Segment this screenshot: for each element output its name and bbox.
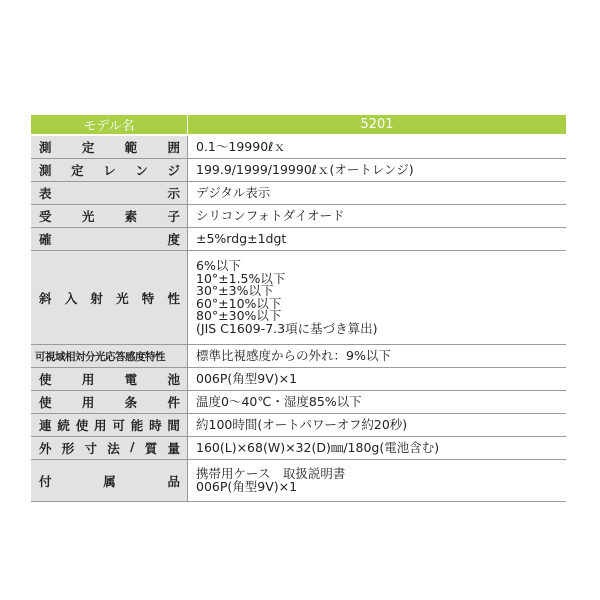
spec-value xyxy=(188,414,567,437)
model-value: 5201 xyxy=(188,115,567,135)
label-char: 寸 xyxy=(84,441,97,456)
label-char: 性 xyxy=(167,290,180,306)
label-char: ジ xyxy=(167,163,180,178)
spec-value-line: 199.9/1999/19990ℓｘ(オートレンジ) xyxy=(196,161,414,177)
spec-row xyxy=(31,135,566,159)
label-char: 電 xyxy=(124,372,138,387)
spec-label-text xyxy=(39,472,180,490)
spec-value-line: ±5%rdg±1dgt xyxy=(196,230,287,246)
spec-label xyxy=(31,205,188,228)
label-char: 使 xyxy=(75,418,89,433)
label-char: 形 xyxy=(61,441,75,456)
label-char: 素 xyxy=(124,209,138,224)
spec-value-line: 006P(角型9V)×1 xyxy=(196,370,298,386)
label-char: 光 xyxy=(116,290,129,306)
spec-row xyxy=(31,345,566,368)
spec-label xyxy=(31,460,188,502)
label-char: 子 xyxy=(167,209,180,224)
spec-row xyxy=(31,182,566,205)
label-char: 示 xyxy=(167,186,180,201)
spec-value-line: デジタル表示 xyxy=(196,184,271,200)
label-char: 定 xyxy=(71,163,84,178)
spec-value-line: 6%以下 xyxy=(196,258,241,273)
spec-value xyxy=(188,251,567,345)
spec-value-line: 標準比視感度からの外れ：9%以下 xyxy=(196,347,391,363)
label-char: 光 xyxy=(81,209,95,224)
spec-row xyxy=(31,251,566,345)
spec-value xyxy=(188,182,567,205)
spec-value xyxy=(188,368,567,391)
spec-label xyxy=(31,159,188,182)
spec-row xyxy=(31,414,566,437)
label-char: 範 xyxy=(124,140,138,155)
spec-label-text xyxy=(39,207,180,225)
label-char: レ xyxy=(103,163,116,178)
model-label: モデル名 xyxy=(31,115,188,135)
label-char: 時 xyxy=(149,418,162,433)
label-char: 囲 xyxy=(167,140,180,155)
spec-row xyxy=(31,391,566,414)
label-char: 外 xyxy=(39,441,52,456)
label-char: 定 xyxy=(81,140,95,155)
label-char: 質 xyxy=(144,441,158,456)
label-char: 属 xyxy=(103,473,116,489)
spec-body xyxy=(31,135,566,502)
spec-value xyxy=(188,228,567,251)
spec-label-text xyxy=(39,161,180,179)
label-char: / xyxy=(129,439,135,454)
spec-label xyxy=(31,437,188,460)
label-char: 表 xyxy=(39,186,52,201)
label-char: 間 xyxy=(167,418,180,433)
spec-row xyxy=(31,437,566,460)
label-char: 斜 xyxy=(39,290,52,306)
spec-value-line: 80°±30%以下 xyxy=(196,308,282,323)
spec-label-text: 可視域相対分光応答感度特性 xyxy=(35,350,165,363)
spec-label-text xyxy=(39,138,180,156)
spec-label-text xyxy=(39,184,180,202)
spec-label-text xyxy=(39,289,180,307)
label-char: 用 xyxy=(94,418,107,433)
spec-value xyxy=(188,391,567,414)
spec-value-line: 0.1～19990ℓｘ xyxy=(196,138,286,154)
spec-value-line: 温度0～40℃・湿度85%以下 xyxy=(196,393,362,409)
spec-label-text xyxy=(39,230,180,248)
label-char: 品 xyxy=(167,473,180,489)
spec-label xyxy=(31,251,188,345)
spec-label-text xyxy=(39,393,180,411)
spec-row xyxy=(31,205,566,228)
spec-label xyxy=(31,345,188,368)
label-char: 連 xyxy=(39,418,52,433)
label-char: 使 xyxy=(39,395,52,410)
spec-label xyxy=(31,228,188,251)
spec-label-text xyxy=(39,416,180,434)
spec-value-line: 160(L)×68(W)×32(D)㎜/180g(電池含む) xyxy=(196,439,440,455)
label-char: 量 xyxy=(167,441,180,456)
label-char: 特 xyxy=(141,290,155,306)
label-char: 用 xyxy=(81,395,95,410)
spec-row xyxy=(31,228,566,251)
spec-row xyxy=(31,368,566,391)
spec-value xyxy=(188,437,567,460)
spec-value-line: シリコンフォトダイオード xyxy=(196,207,345,223)
spec-label xyxy=(31,135,188,159)
label-char: 使 xyxy=(39,372,52,387)
header-row xyxy=(31,115,566,135)
spec-label xyxy=(31,368,188,391)
spec-value-line: 10°±1.5%以下 xyxy=(196,270,286,286)
spec-value-line: 60°±10%以下 xyxy=(196,295,282,311)
spec-value-line: 30°±3%以下 xyxy=(196,283,274,298)
label-char: 能 xyxy=(130,418,144,433)
label-char: 確 xyxy=(39,232,52,247)
spec-value xyxy=(188,345,567,368)
spec-value xyxy=(188,135,567,159)
label-char: 入 xyxy=(64,290,78,306)
label-char: 測 xyxy=(39,140,52,155)
label-char: 度 xyxy=(167,232,180,247)
spec-row xyxy=(31,460,566,502)
label-char: 受 xyxy=(39,209,52,224)
label-char: 可 xyxy=(112,418,125,433)
spec-value-line: 006P(角型9V)×1 xyxy=(196,478,298,494)
label-char: ン xyxy=(135,163,148,178)
spec-label-text xyxy=(39,370,180,388)
label-char: 池 xyxy=(167,372,180,387)
spec-value-line: 携帯用ケース 取扱説明書 xyxy=(196,466,346,481)
spec-value xyxy=(188,159,567,182)
spec-label xyxy=(31,414,188,437)
spec-row xyxy=(31,159,566,182)
label-char: 続 xyxy=(57,418,70,433)
spec-label xyxy=(31,391,188,414)
label-char: 用 xyxy=(81,372,95,387)
spec-label xyxy=(31,182,188,205)
spec-value xyxy=(188,205,567,228)
spec-value xyxy=(188,460,567,502)
spec-table xyxy=(31,115,566,502)
label-char: 射 xyxy=(90,290,103,306)
label-char: 法 xyxy=(107,441,120,456)
spec-label-text xyxy=(39,439,180,457)
label-char: 付 xyxy=(39,473,52,489)
spec-value-line: (JIS C1609-7.3項に基づき算出) xyxy=(196,320,378,336)
label-char: 条 xyxy=(124,395,138,410)
label-char: 件 xyxy=(167,395,180,410)
label-char: 測 xyxy=(39,163,52,178)
spec-value-line: 約100時間(オートパワーオフ約20秒) xyxy=(196,416,408,432)
